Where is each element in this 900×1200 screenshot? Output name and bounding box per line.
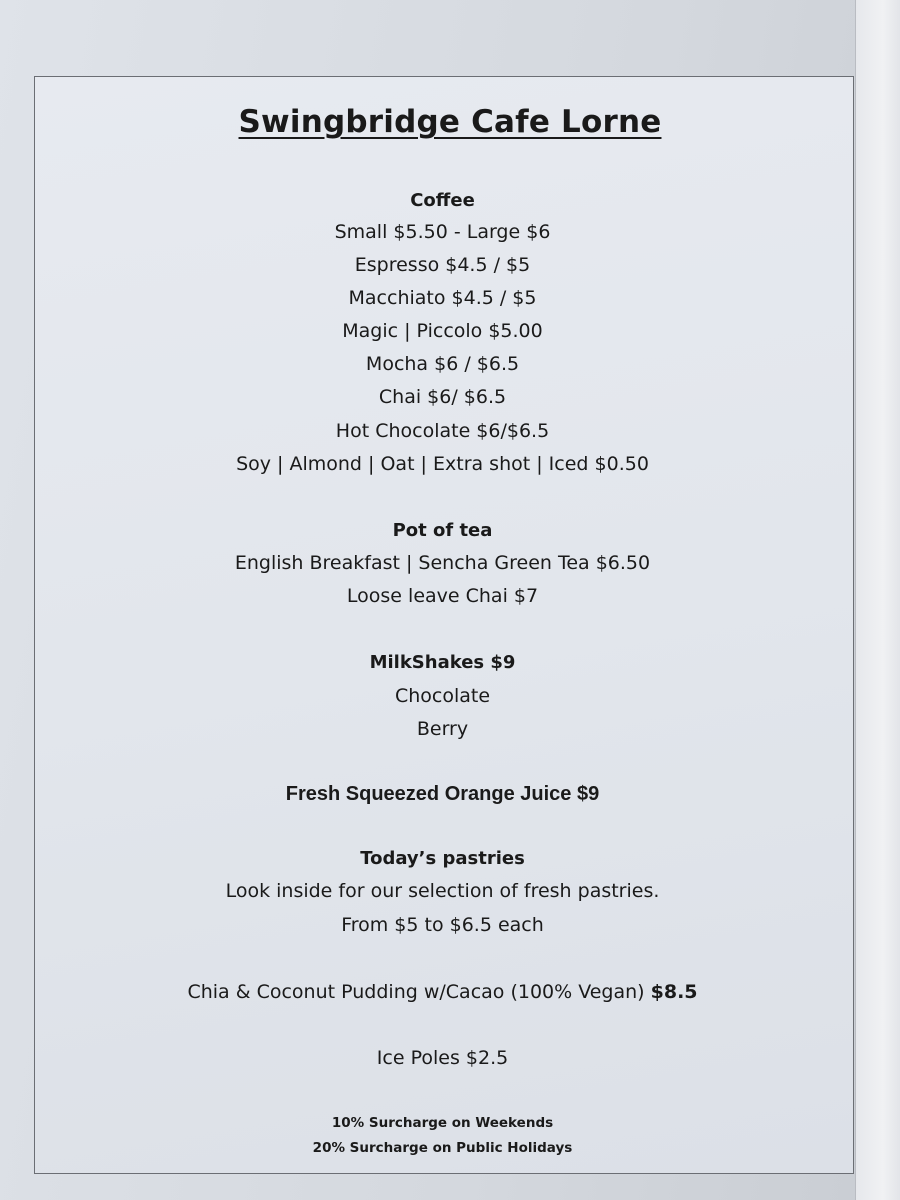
- milkshakes-heading: MilkShakes $9: [369, 652, 516, 673]
- coffee-item: Espresso $4.5 / $5: [354, 254, 531, 276]
- coffee-item: Mocha $6 / $6.5: [365, 353, 520, 375]
- tea-heading: Pot of tea: [392, 520, 493, 541]
- tea-item: Loose leave Chai $7: [346, 585, 539, 607]
- coffee-heading: Coffee: [410, 190, 475, 211]
- pudding-text: Chia & Coconut Pudding w/Cacao (100% Vegan): [187, 981, 645, 1003]
- tea-item: English Breakfast | Sencha Green Tea $6.50: [234, 552, 651, 574]
- coffee-extras: Soy | Almond | Oat | Extra shot | Iced $0.50: [236, 453, 649, 475]
- pudding-price: $8.5: [650, 981, 698, 1003]
- coffee-item: Chai $6/ $6.5: [378, 386, 507, 408]
- pudding-item: [0, 980, 885, 1004]
- menu-title-text: Swingbridge Cafe Lorne: [238, 104, 662, 140]
- pastries-heading: Today’s pastries: [360, 848, 525, 869]
- pastries-price: From $5 to $6.5 each: [341, 914, 544, 936]
- coffee-item: Small $5.50 - Large $6: [334, 221, 551, 243]
- pastries-text: Look inside for our selection of fresh pastries.: [225, 880, 660, 902]
- orange-juice: Fresh Squeezed Orange Juice $9: [285, 783, 600, 805]
- ice-poles: Ice Poles $2.5: [376, 1047, 509, 1069]
- coffee-item: Macchiato $4.5 / $5: [348, 287, 537, 309]
- milkshake-item: Chocolate: [394, 685, 491, 707]
- coffee-item: Magic | Piccolo $5.00: [342, 320, 543, 342]
- milkshake-item: Berry: [416, 718, 469, 740]
- surcharge-holidays: 20% Surcharge on Public Holidays: [312, 1140, 573, 1156]
- menu-title: [0, 104, 900, 140]
- surcharge-weekends: 10% Surcharge on Weekends: [331, 1115, 554, 1131]
- coffee-item: Hot Chocolate $6/$6.5: [335, 420, 550, 442]
